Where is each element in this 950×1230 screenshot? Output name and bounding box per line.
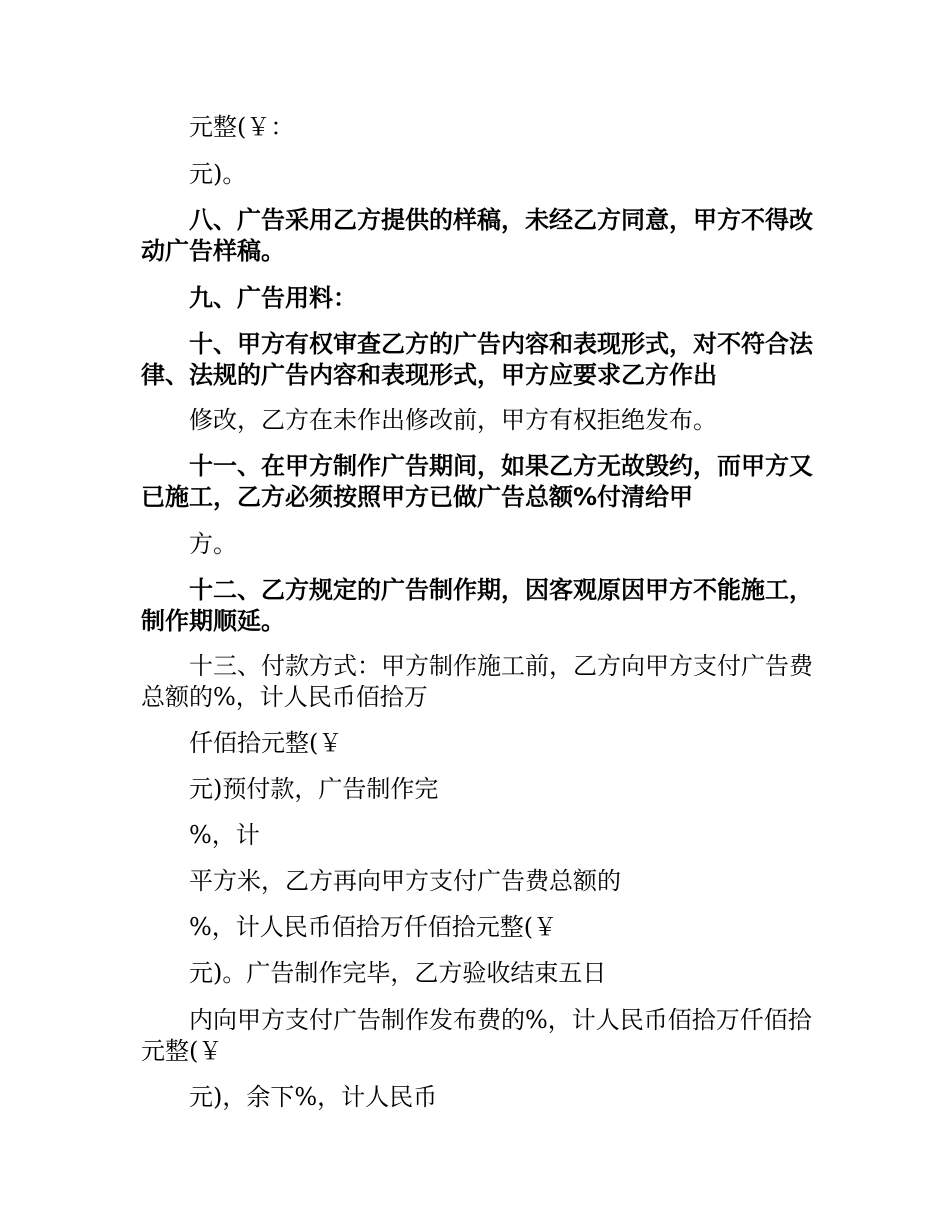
clause-11: 十一、在甲方制作广告期间，如果乙方无故毁约，而甲方又已施工，乙方必须按照甲方已做广告总额%付清给甲 [141, 452, 813, 511]
paragraph-amount-total: 元整(￥： [189, 113, 295, 141]
clause-13-line-4: %，计 [189, 821, 260, 849]
clause-13-line-3: 元)预付款，广告制作完 [189, 775, 439, 803]
clause-11-continued: 方。 [189, 530, 237, 558]
clause-13-line-9: 元)，余下%，计人民币 [189, 1083, 438, 1111]
clause-13-line-7: 元)。广告制作完毕，乙方验收结束五日 [189, 959, 607, 987]
clause-8: 八、广告采用乙方提供的样稿，未经乙方同意，甲方不得改动广告样稿。 [141, 206, 813, 265]
clause-13-line-2: 仟佰拾元整(￥ [189, 729, 343, 757]
clause-9: 九、广告用料： [189, 284, 357, 312]
paragraph-amount-close: 元)。 [189, 160, 247, 188]
clause-10-continued: 修改，乙方在未作出修改前，甲方有权拒绝发布。 [189, 406, 717, 434]
clause-13-line-8: 内向甲方支付广告制作发布费的%，计人民币佰拾万仟佰拾元整(￥ [141, 1006, 812, 1065]
clause-10: 十、甲方有权审查乙方的广告内容和表现形式，对不符合法律、法规的广告内容和表现形式，甲方应要求乙方作出 [141, 330, 813, 389]
clause-12: 十二、乙方规定的广告制作期，因客观原因甲方不能施工，制作期顺延。 [141, 576, 813, 635]
clause-13-line-5: 平方米，乙方再向甲方支付广告费总额的 [189, 867, 621, 895]
clause-13-line-6: %，计人民币佰拾万仟佰拾元整(￥ [189, 913, 558, 941]
clause-13: 十三、付款方式：甲方制作施工前，乙方向甲方支付广告费总额的%，计人民币佰拾万 [141, 652, 813, 711]
